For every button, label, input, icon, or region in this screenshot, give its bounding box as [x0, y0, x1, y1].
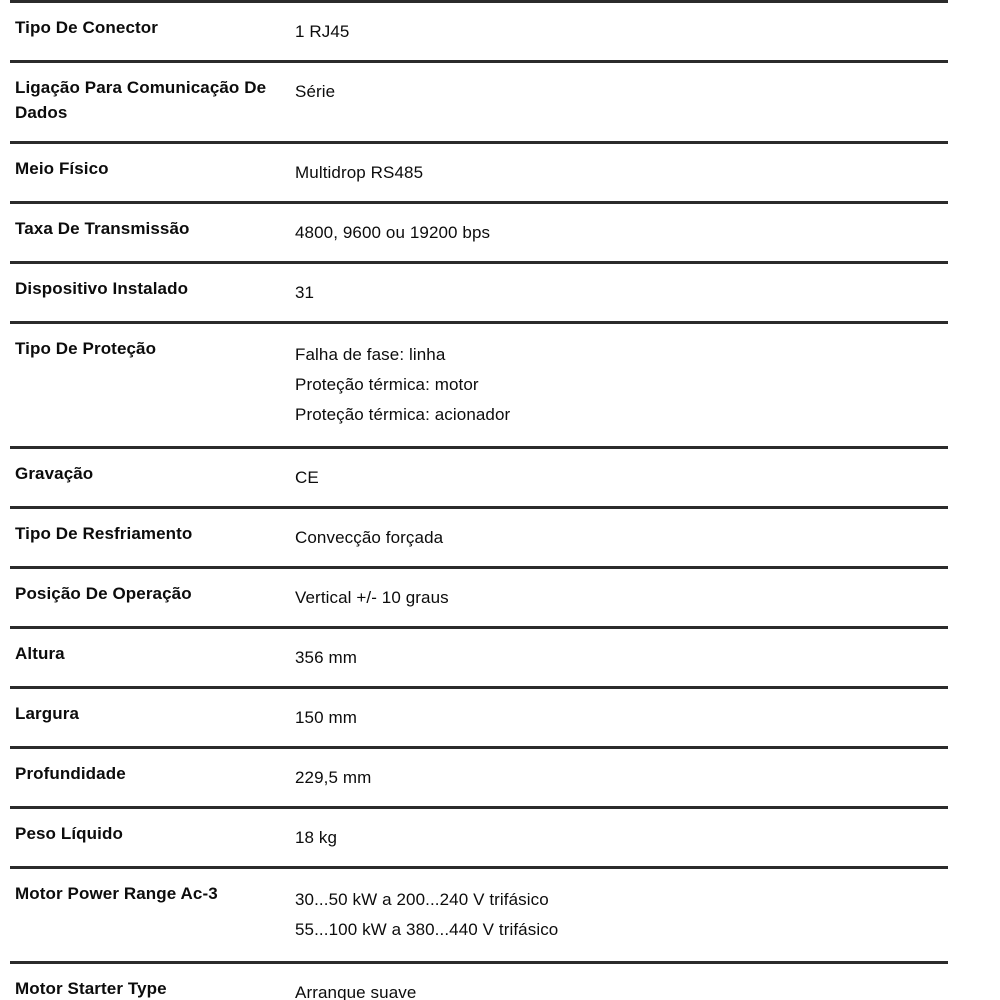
spec-row-posicao-operacao — [10, 566, 948, 626]
spec-value — [295, 216, 948, 245]
spec-value — [295, 701, 948, 730]
spec-value-line: 1 RJ45 — [295, 22, 350, 41]
spec-label: Tipo De Resfriamento — [15, 524, 193, 543]
spec-value-line: Proteção térmica: acionador — [295, 405, 511, 424]
spec-row-profundidade — [10, 746, 948, 806]
spec-value-line: 30...50 kW a 200...240 V trifásico — [295, 890, 549, 909]
spec-value — [295, 881, 948, 945]
spec-value — [295, 336, 948, 430]
spec-value — [295, 521, 948, 550]
spec-label: Motor Power Range Ac-3 — [15, 884, 218, 903]
spec-row-altura — [10, 626, 948, 686]
spec-value-line: Falha de fase: linha — [295, 345, 446, 364]
spec-value — [295, 75, 948, 125]
spec-row-taxa-transmissao — [10, 201, 948, 261]
spec-value — [295, 276, 948, 305]
spec-row-tipo-resfriamento — [10, 506, 948, 566]
spec-row-motor-power-range — [10, 866, 948, 961]
spec-value-line: 4800, 9600 ou 19200 bps — [295, 223, 491, 242]
spec-label: Profundidade — [15, 764, 126, 783]
spec-value-line: 229,5 mm — [295, 768, 372, 787]
spec-row-peso-liquido — [10, 806, 948, 866]
spec-value — [295, 761, 948, 790]
spec-value-line: 356 mm — [295, 648, 358, 667]
spec-label: Ligação Para Comunicação De Dados — [15, 78, 267, 122]
spec-label: Posição De Operação — [15, 584, 192, 603]
spec-label: Taxa De Transmissão — [15, 219, 190, 238]
spec-value-line: Convecção forçada — [295, 528, 444, 547]
spec-value-line: 18 kg — [295, 828, 338, 847]
spec-label: Gravação — [15, 464, 94, 483]
spec-value-line: Vertical +/- 10 graus — [295, 588, 449, 607]
spec-value — [295, 821, 948, 850]
spec-value-line: Proteção térmica: motor — [295, 375, 479, 394]
spec-label: Motor Starter Type — [15, 979, 167, 998]
spec-label: Largura — [15, 704, 79, 723]
spec-value — [295, 581, 948, 610]
spec-label: Peso Líquido — [15, 824, 123, 843]
spec-value-line: 55...100 kW a 380...440 V trifásico — [295, 920, 559, 939]
spec-label: Meio Físico — [15, 159, 109, 178]
spec-row-dispositivo-instalado — [10, 261, 948, 321]
spec-row-largura — [10, 686, 948, 746]
spec-row-gravacao — [10, 446, 948, 506]
spec-value — [295, 461, 948, 490]
spec-label: Tipo De Conector — [15, 18, 158, 37]
spec-row-ligacao-comunicacao — [10, 60, 948, 141]
spec-row-tipo-protecao — [10, 321, 948, 446]
spec-value-line: Arranque suave — [295, 983, 417, 1000]
spec-value-line: Série — [295, 82, 336, 101]
spec-row-tipo-de-conector — [10, 0, 948, 60]
spec-label: Tipo De Proteção — [15, 339, 157, 358]
spec-value-line: CE — [295, 468, 319, 487]
spec-row-meio-fisico — [10, 141, 948, 201]
spec-label: Altura — [15, 644, 65, 663]
spec-value — [295, 976, 948, 1000]
spec-label: Dispositivo Instalado — [15, 279, 189, 298]
spec-value — [295, 156, 948, 185]
spec-value — [295, 15, 948, 44]
spec-value-line: 31 — [295, 283, 315, 302]
spec-row-motor-starter-type — [10, 961, 948, 1000]
spec-value — [295, 641, 948, 670]
spec-value-line: Multidrop RS485 — [295, 163, 424, 182]
spec-table — [10, 0, 948, 1000]
spec-value-line: 150 mm — [295, 708, 358, 727]
